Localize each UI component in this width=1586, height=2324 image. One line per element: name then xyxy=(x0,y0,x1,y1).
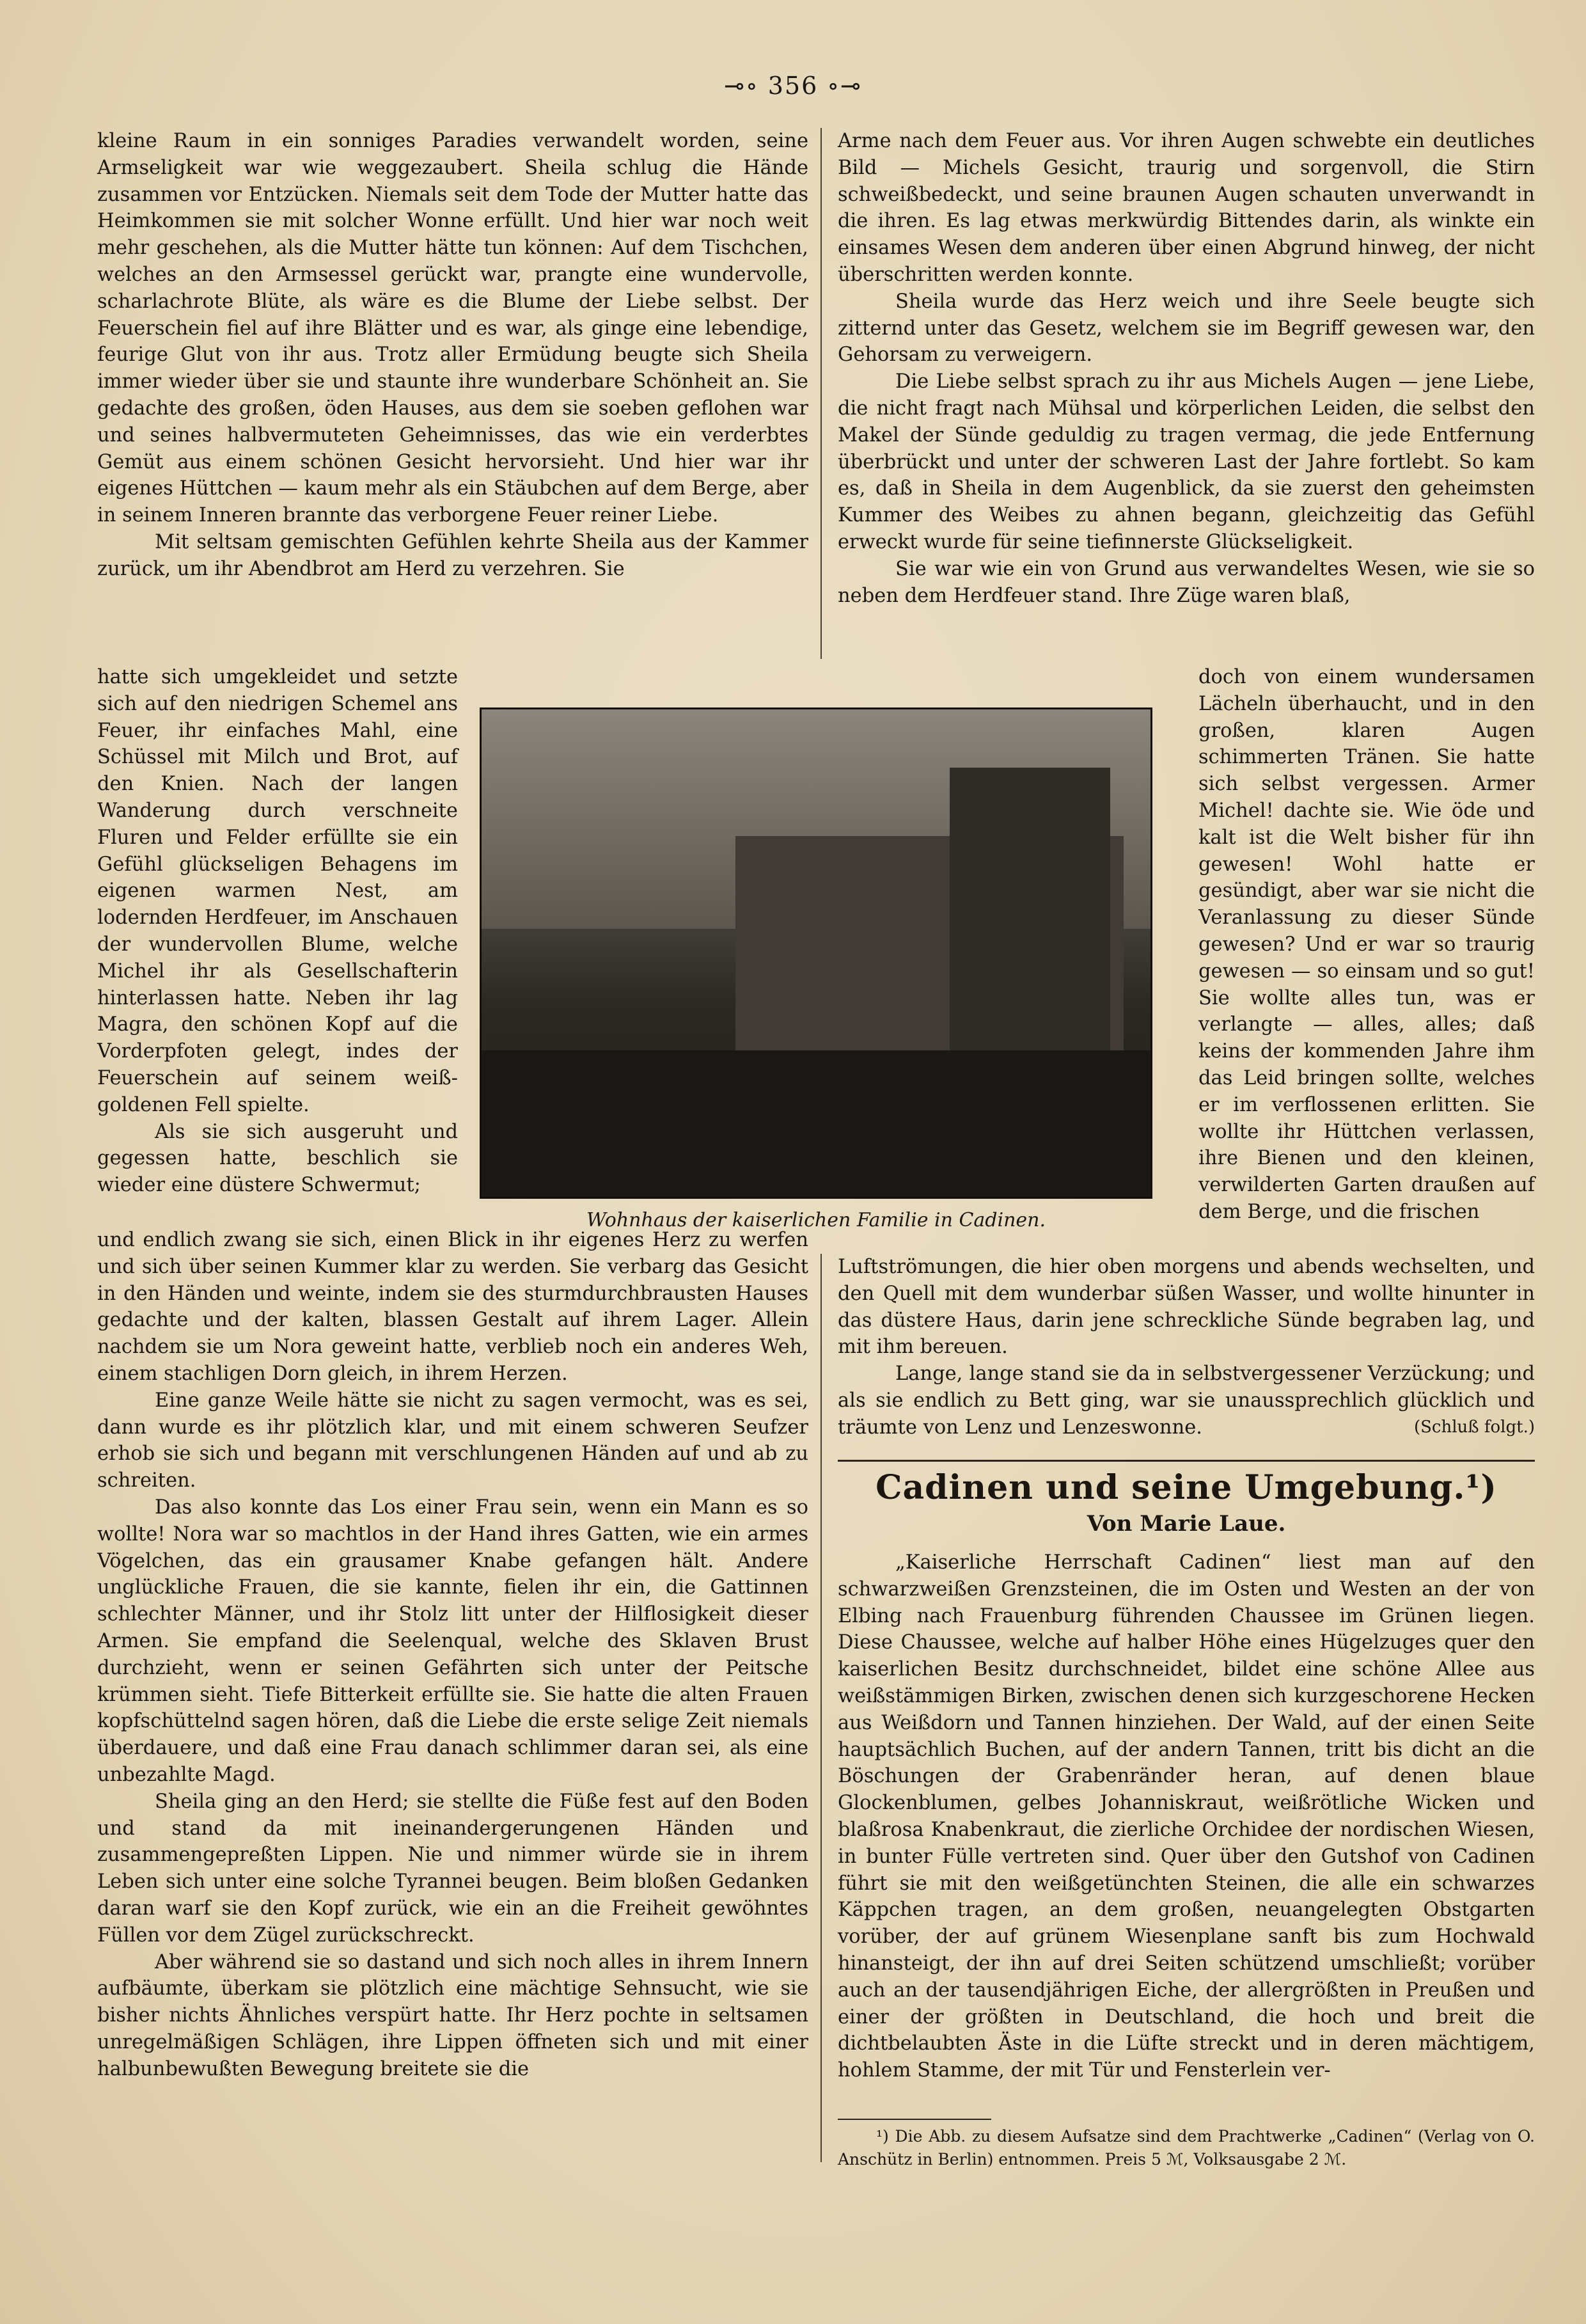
paragraph: und endlich zwang sie sich, einen Blick in ihr eigenes Herz zu werfen und sich über seinen Kummer klar zu werden. Sie verbarg das Gesicht in den Händen und weinte, indem sie des sturmdurchbrausten Hauses gedachte und der kalten, blassen Gestalt auf ihrem Lager. Allein nachdem sie um Nora geweint hatte, verblieb noch ein anderes Weh, einem stachligen Dorn gleich, in ihrem Herzen. xyxy=(97,1229,808,1385)
paragraph: doch von einem wundersamen Lächeln überhaucht, und in den großen, klaren Augen schimmerten Tränen. Sie hatte sich selbst vergessen. Armer Michel! dachte sie. Wie öde und kalt ist die Welt bisher für ihn gewesen! Wohl hatte er gesündigt, aber war sie nicht die Veranlassung zu dieser Sünde gewesen? Und er war so traurig gewesen — so einsam und so gut! Sie wollte alles tun, was er verlangte — alles, alles; daß keins der kommenden Jahre ihm das Leid bringen sollte, welches er im verflossenen erlitten. Sie wollte ihr Hüttchen verlassen, ihre Bienen und den kleinen, verwilderten Garten draußen auf dem Berge, und die frischen xyxy=(1198,666,1535,1223)
page-number-ornament-left: ⊸∘ xyxy=(724,72,759,100)
photo-caption: Wohnhaus der kaiserlichen Familie in Cadinen. xyxy=(586,1209,1046,1231)
footnote-text: ¹) Die Abb. zu diesem Aufsatze sind dem Prachtwerke „Cadinen“ (Verlag von O. Anschütz in Berlin) entnommen. Preis 5 ℳ, Volksausgabe 2 ℳ. xyxy=(838,2127,1535,2169)
article-author: Von Marie Laue. xyxy=(1087,1511,1286,1537)
paragraph: Das also konnte das Los einer Frau sein, wenn ein Mann es so wollte! Nora war so machtlos in der Hand ihres Gatten, wie ein armes Vögelchen, das ein grausamer Knabe gefangen hält. Andere unglückliche Frauen, die sie kannte, fielen ihr ein, die Gattinnen schlechter Männer, und ihr Stolz litt unter der Hilflosigkeit dieser Armen. Sie empfand die Seelenqual, welche des Sklaven Brust durchzieht, wenn er seinen Gefährten sich unter der Peitsche krümmen sieht. Tiefe Bitterkeit erfüllte sie. Sie hatte die alten Frauen kopfschüttelnd sagen hören, daß die Liebe die erste selige Zeit niemals überdauere, und daß eine Frau danach schlimmer daran sei, als eine unbezahlte Magd. xyxy=(97,1496,808,1786)
article-separator xyxy=(838,1460,1535,1462)
right-column-beside-photo xyxy=(1198,664,1535,1226)
photo-lawn xyxy=(482,1050,1150,1197)
right-column-top xyxy=(838,128,1535,609)
paragraph: Die Liebe selbst sprach zu ihr aus Michels Augen — jene Liebe, die nicht fragt nach Mühsal und körperlichen Leiden, die selbst den Makel der Sünde geduldig zu tragen vermag, die jede Entfernung überbrückt und unter der schweren Last der Jahre fortlebt. So kam es, daß in Sheila in dem Augenblick, da sie zuerst den geheimsten Kummer des Weibes zu ahnen begann, gleichzeitig das Gefühl erweckt wurde für seine tiefinnerste Glückseligkeit. xyxy=(838,370,1535,553)
paragraph-text: Lange, lange stand sie da in selbstvergessener Verzückung; und als sie endlich zu Bett ging, war sie unaussprechlich glücklich und träumte von Lenz und Lenzeswonne. xyxy=(838,1363,1535,1439)
photo-house-wing xyxy=(950,768,1110,1060)
left-column-bottom xyxy=(97,1227,808,2083)
article-body xyxy=(838,1549,1535,2084)
right-column-bottom xyxy=(838,1254,1535,1441)
paragraph: Sheila ging an den Herd; sie stellte die Füße fest auf den Boden und stand da mit ineinandergerungenen Händen und zusammengepreßten Lippen. Nie und nimmer würde sie in ihrem Leben sich unter eine solche Tyrannei beugen. Beim bloßen Gedanken daran warf sie den Kopf zurück, wie ein an die Freiheit gewöhntes Füllen vor dem Zügel zurückschreckt. xyxy=(97,1790,808,1947)
article-title: Cadinen und seine Umgebung.¹) xyxy=(875,1468,1497,1507)
conclusion-note: (Schluß folgt.) xyxy=(1413,1417,1535,1437)
paragraph: kleine Raum in ein sonniges Paradies verwandelt worden, seine Armseligkeit war wie weggezaubert. Sheila schlug die Hände zusammen vor Entzücken. Niemals seit dem Tode der Mutter hatte das Heimkommen sie mit solcher Wonne erfüllt. Und hier war noch weit mehr geschehen, als die Mutter hätte tun können: Auf dem Tischchen, welches an den Armsessel gerückt war, prangte eine wundervolle, scharlachrote Blüte, als wäre es die Blume der Liebe selbst. Der Feuerschein fiel auf ihre Blätter und es war, als ginge eine lebendige, feurige Glut von ihr aus. Trotz aller Ermüdung beugte sich Sheila immer wieder über sie und staunte ihre wunderbare Schönheit an. Sie gedachte des großen, öden Hauses, aus dem sie soeben geflohen war und seines halbvermuteten Geheimnisses, das wie ein verderbtes Gemüt aus einem schönen Gesicht hervorsieht. Und hier war ihr eigenes Hüttchen — kaum mehr als ein Stäubchen auf dem Berge, aber in seinem Inneren brannte das verborgene Feuer reiner Liebe. xyxy=(97,130,808,527)
paragraph: Arme nach dem Feuer aus. Vor ihren Augen schwebte ein deutliches Bild — Michels Gesicht, traurig und sorgenvoll, die Stirn schweißbedeckt, und seine braunen Augen schauten unverwandt in die ihren. Es lag etwas merkwürdig Bittendes darin, als winkte ein einsames Wesen dem anderen über einen Abgrund hinweg, der nicht überschritten werden konnte. xyxy=(838,130,1535,286)
left-column-top xyxy=(97,128,808,583)
paragraph: Eine ganze Weile hätte sie nicht zu sagen vermocht, was es sei, dann wurde es ihr plötzlich klar, und mit einem schweren Seufzer erhob sie sich und begann mit verschlungenen Händen auf und ab zu schreiten. xyxy=(97,1389,808,1492)
column-divider xyxy=(820,128,822,659)
paragraph: Aber während sie so dastand und sich noch alles in ihrem Innern aufbäumte, überkam sie plötzlich eine mächtige Sehnsucht, wie sie bisher nichts Ähnliches verspürt hatte. Ihr Herz pochte in seltsamen unregelmäßigen Schlägen, ihre Lippen öffneten sich und mit einer halbunbewußten Bewegung breitete sie die xyxy=(97,1950,808,2080)
paragraph: Sie war wie ein von Grund aus verwandeltes Wesen, wie sie so neben dem Herdfeuer stand. Ihre Züge waren blaß, xyxy=(838,557,1535,607)
left-column-beside-photo xyxy=(97,664,458,1199)
paragraph: Mit seltsam gemischten Gefühlen kehrte Sheila aus der Kammer zurück, um ihr Abendbrot am Herd zu verzehren. Sie xyxy=(97,530,808,580)
footnote-rule xyxy=(838,2119,991,2120)
page-number-ornament-right: ∘⊸ xyxy=(827,72,862,100)
paragraph: Als sie sich ausgeruht und gegessen hatte, beschlich sie wieder eine düstere Schwermut; xyxy=(97,1120,458,1197)
footnote xyxy=(838,2125,1535,2171)
photo-cadinen-residence xyxy=(480,707,1152,1199)
paragraph xyxy=(838,1361,1535,1441)
paragraph: hatte sich umgekleidet und setzte sich auf den niedrigen Schemel ans Feuer, ihr einfaches Mahl, eine Schüssel mit Milch und Brot, auf den Knien. Nach der langen Wanderung durch verschneite Fluren und Felder erfüllte sie ein Gefühl glückseligen Behagens im eigenen warmen Nest, am lodernden Herdfeuer, im Anschauen der wundervollen Blume, welche Michel ihr als Gesellschafterin hinterlassen hatte. Neben ihr lag Magra, den schönen Kopf auf die Vorderpfoten gelegt, indes der Feuerschein auf seinem weiß-goldenen Fell spielte. xyxy=(97,666,458,1116)
page-number: 356 xyxy=(767,72,819,100)
paragraph: Luftströmungen, die hier oben morgens und abends wechselten, und den Quell mit dem wunderbar süßen Wasser, und wollte hinunter in das düstere Haus, darin jene schreckliche Sünde begraben lag, und mit ihm bereuen. xyxy=(838,1256,1535,1359)
paragraph: Sheila wurde das Herz weich und ihre Seele beugte sich zitternd unter das Gesetz, welchem sie im Begriff gewesen war, den Gehorsam zu verweigern. xyxy=(838,290,1535,367)
column-divider xyxy=(820,1254,822,2162)
page-number-header xyxy=(0,72,1586,100)
paragraph: „Kaiserliche Herrschaft Cadinen“ liest man auf den schwarzweißen Grenzsteinen, die im Osten und Westen an der von Elbing nach Frauenburg führenden Chaussee im Grünen liegen. Diese Chaussee, welche auf halber Höhe eines Hügelzuges quer den kaiserlichen Besitz durchschneidet, bildet eine schöne Allee aus weißstämmigen Birken, zwischen denen sich kurzgeschorene Hecken aus Weißdorn und Tannen hinziehen. Der Wald, auf der einen Seite hauptsächlich Buchen, auf der andern Tannen, tritt bis dicht an die Böschungen der Grabenränder heran, auf denen blaue Glockenblumen, gelbes Johanniskraut, weißrötliche Wicken und blaßrosa Knabenkraut, die zierliche Orchidee der nordischen Wiesen, in bunter Fülle vertreten sind. Quer über den Gutshof von Cadinen führt sie mit den weißgetünchten Steinen, die alle ein schwarzes Käppchen tragen, an dem großen, neuangelegten Obstgarten vorüber, der auf grünem Wiesenplane sanft bis zum Hochwald hinansteigt, der ihn auf drei Seiten schützend umschließt; vorüber auch an der tausendjährigen Eiche, der allergrößten in Preußen und einer der größten in Deutschland, die hoch und breit die dichtbelaubten Äste in die Lüfte streckt und in deren mächtigem, hohlem Stamme, der mit Tür und Fensterlein ver- xyxy=(838,1551,1535,2082)
